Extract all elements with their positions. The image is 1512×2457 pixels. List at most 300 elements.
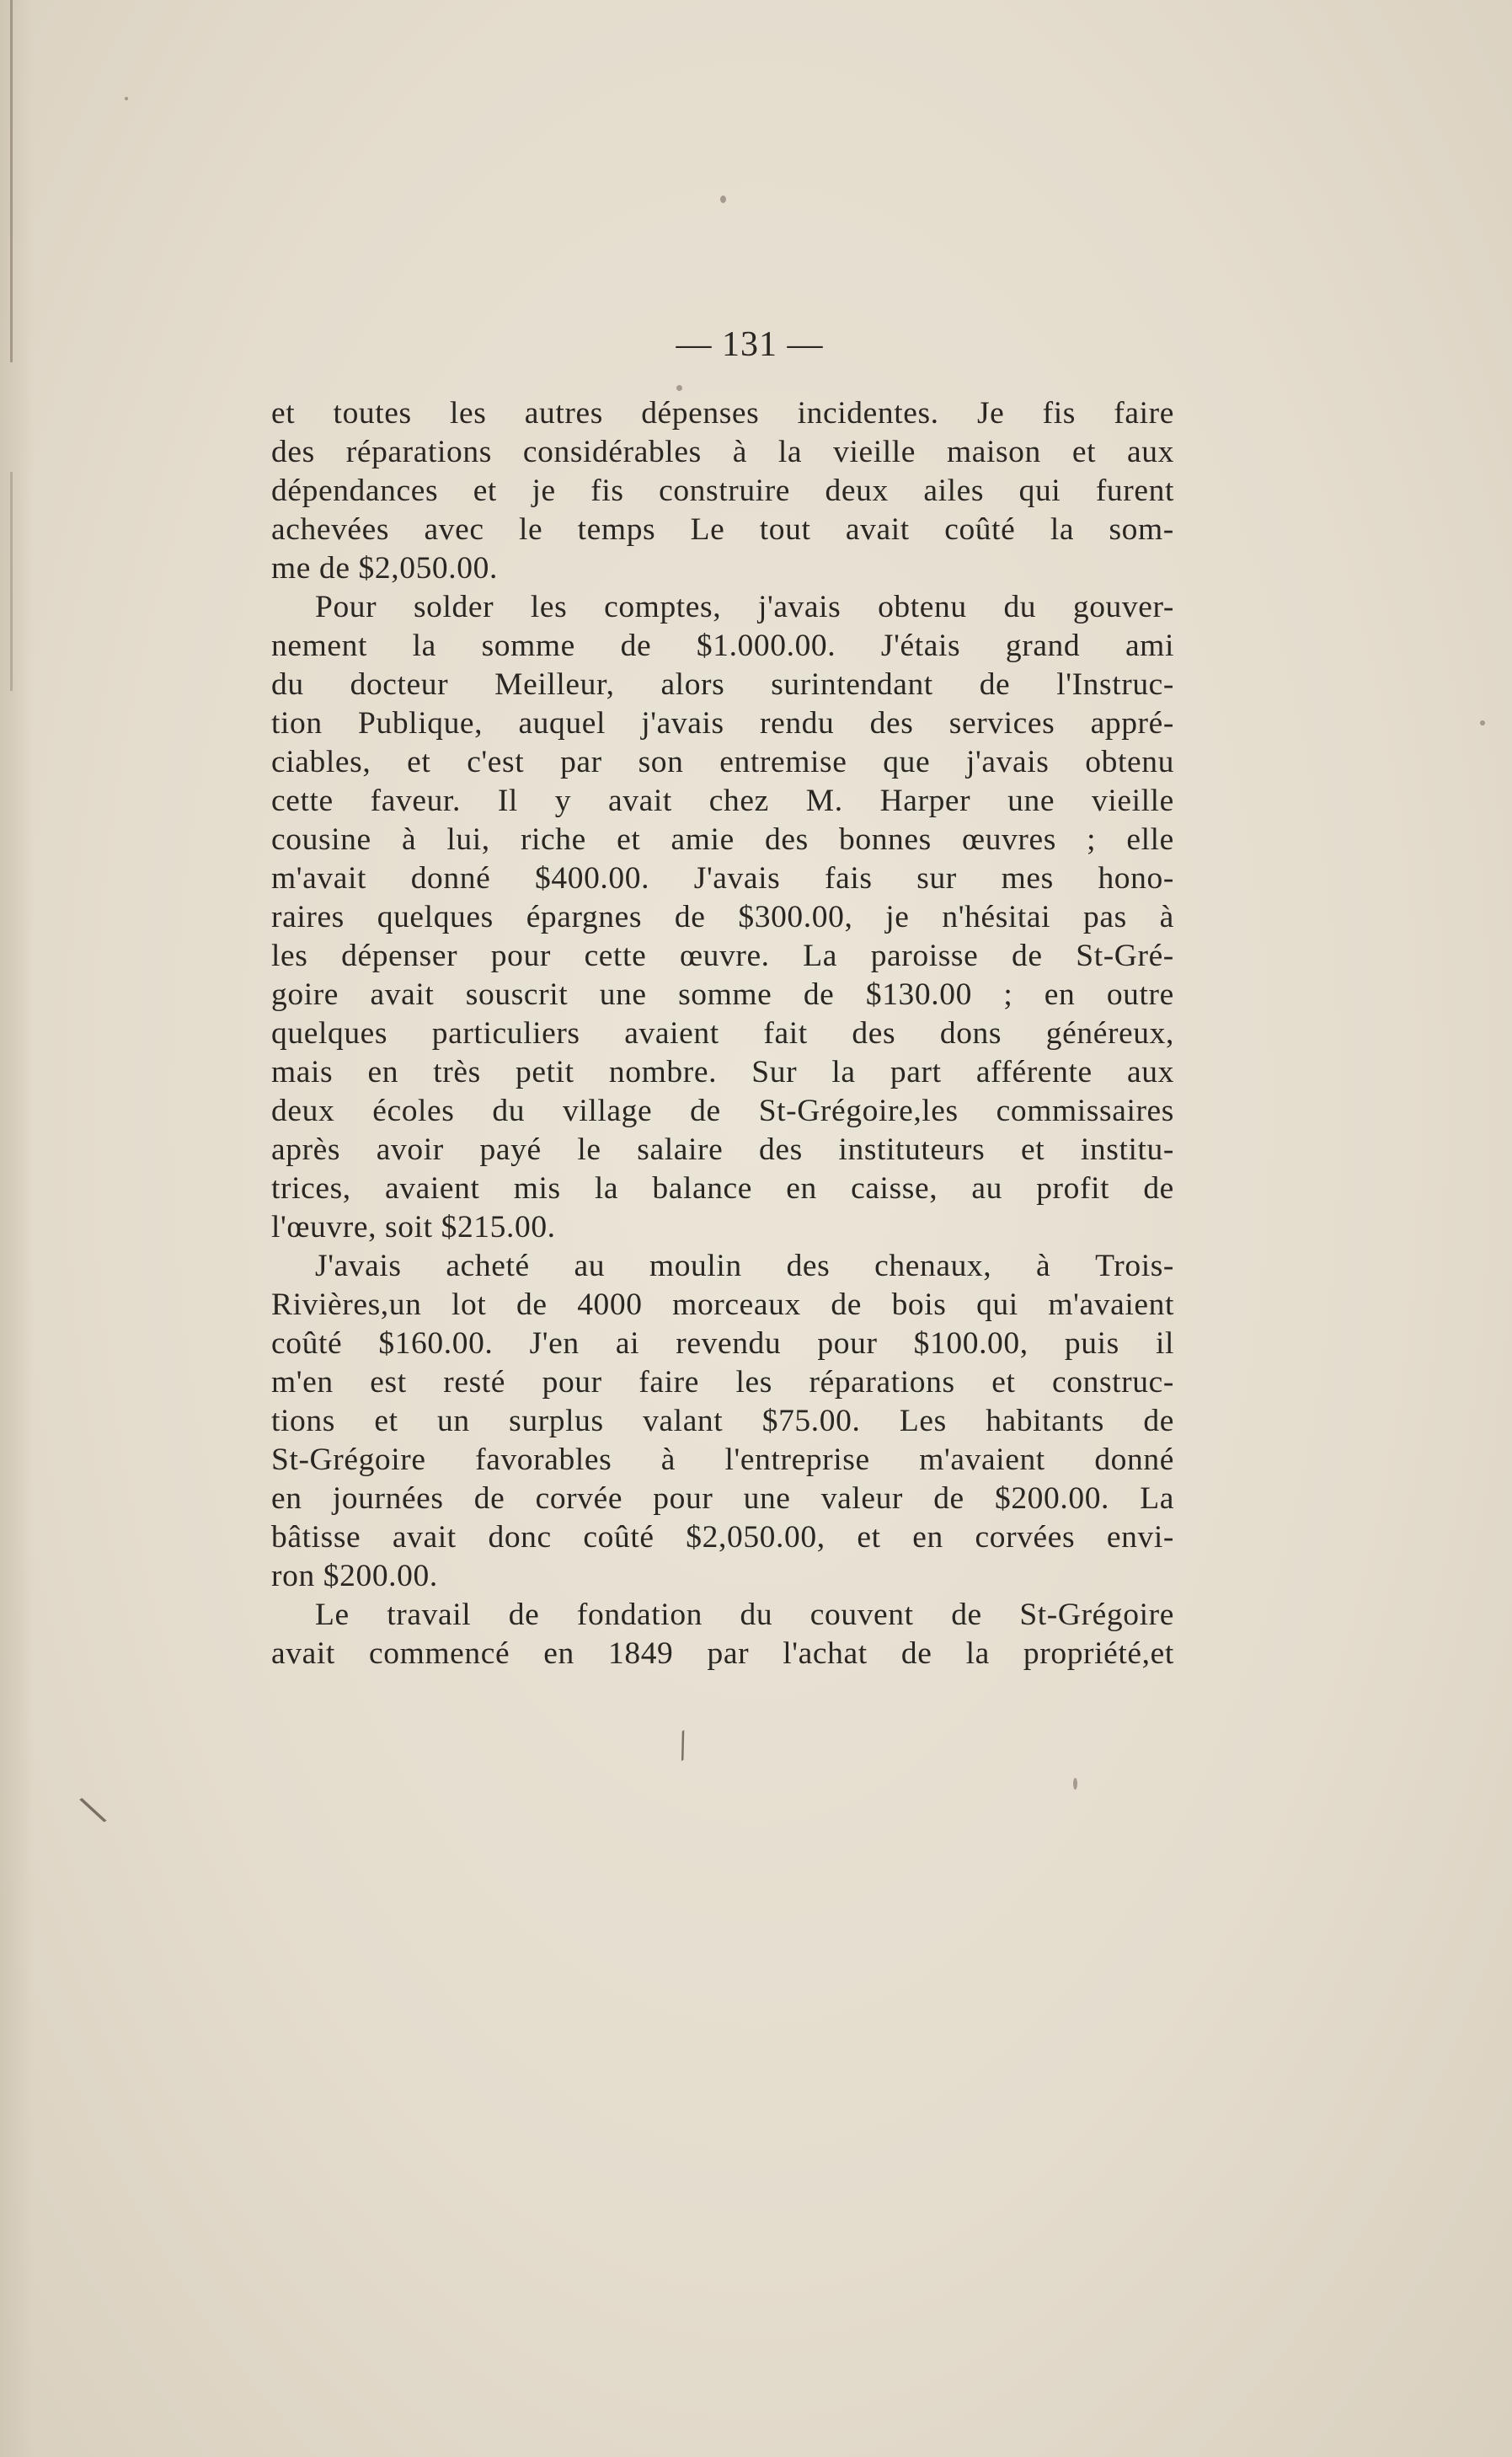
word: deux: [271, 1094, 335, 1128]
word: et: [407, 745, 431, 779]
word: et: [1020, 1132, 1045, 1167]
word: cette: [584, 939, 647, 973]
word: au: [971, 1171, 1002, 1206]
word: moulin: [649, 1249, 742, 1283]
word: favorables: [475, 1443, 612, 1477]
word: auquel: [518, 706, 606, 741]
word: coûté: [944, 512, 1016, 547]
text-line: [271, 588, 1174, 627]
pencil-mark: ⁄: [671, 1728, 696, 1765]
word: envi-: [1106, 1520, 1174, 1555]
word: de: [1143, 1404, 1174, 1438]
word: des: [869, 706, 914, 741]
word: Le: [690, 512, 725, 547]
word: il: [1155, 1326, 1174, 1361]
word: obtenu: [878, 590, 967, 624]
word: Meilleur,: [494, 667, 615, 702]
word: morceaux: [672, 1287, 801, 1322]
word: aux: [1127, 435, 1174, 469]
word: de: [803, 977, 835, 1012]
word: fais: [825, 861, 873, 896]
word: ai: [615, 1326, 640, 1361]
word: rendu: [760, 706, 835, 741]
word: bâtisse: [271, 1520, 361, 1555]
word: souscrit: [465, 977, 569, 1012]
word: paroisse: [870, 939, 979, 973]
text-line: l'œuvre, soit $215.00.: [271, 1210, 556, 1245]
word: de: [979, 667, 1011, 702]
text-line: [271, 1131, 1174, 1170]
word: de: [674, 900, 706, 934]
word: profit: [1036, 1171, 1110, 1206]
word: et: [991, 1365, 1016, 1400]
text-line: [271, 898, 1174, 937]
word: donc: [488, 1520, 552, 1555]
text-line: [271, 976, 1174, 1014]
word: avait: [845, 512, 910, 547]
word: j'avais: [757, 590, 841, 624]
word: je: [532, 474, 556, 508]
paper-speck: [1073, 1778, 1077, 1790]
word: quelques: [377, 900, 494, 934]
word: en: [786, 1171, 817, 1206]
word: cousine: [271, 822, 371, 857]
word: la: [412, 629, 436, 663]
word: deux: [825, 474, 889, 508]
word: tions: [271, 1404, 335, 1438]
word: Les: [899, 1404, 947, 1438]
text-line: [271, 859, 1174, 898]
word: valeur: [820, 1481, 904, 1516]
word: le: [519, 512, 543, 547]
word: puis: [1064, 1326, 1119, 1361]
word: Le: [315, 1598, 350, 1632]
word: afférente: [975, 1055, 1093, 1089]
word: de: [516, 1287, 548, 1322]
word: son: [638, 745, 684, 779]
word: donné: [410, 861, 491, 896]
word: les: [530, 590, 568, 624]
word: construire: [659, 474, 791, 508]
word: $400.00.: [535, 861, 650, 896]
text-line: [271, 1053, 1174, 1092]
page-number: — 131 —: [676, 325, 824, 364]
word: part: [890, 1055, 942, 1089]
text-line: [271, 472, 1174, 511]
word: avait: [271, 1636, 335, 1671]
page-edge-shadow: [0, 0, 34, 2457]
word: alors: [660, 667, 725, 702]
word: écoles: [372, 1094, 455, 1128]
word: donné: [1094, 1443, 1174, 1477]
word: journées: [332, 1481, 444, 1516]
word: valant: [643, 1404, 724, 1438]
word: sur: [916, 861, 957, 896]
word: corvées: [975, 1520, 1076, 1555]
word: à: [401, 822, 417, 857]
word: incidentes.: [797, 396, 939, 431]
word: pour: [817, 1326, 878, 1361]
word: pour: [542, 1365, 602, 1400]
word: fondation: [576, 1598, 703, 1632]
word: elle: [1126, 822, 1174, 857]
word: corvée: [535, 1481, 623, 1516]
word: des: [759, 1132, 803, 1167]
word: quelques: [271, 1016, 388, 1051]
word: balance: [652, 1171, 753, 1206]
word: comptes,: [604, 590, 722, 624]
word: la: [777, 435, 803, 469]
word: une: [743, 1481, 791, 1516]
word: mes: [1001, 861, 1054, 896]
word: Pour: [315, 590, 377, 624]
text-line: me de $2,050.00.: [271, 551, 498, 586]
word: de: [473, 1481, 505, 1516]
word: de: [951, 1598, 982, 1632]
word: somme: [481, 629, 575, 663]
word: la: [1050, 512, 1075, 547]
word: lui,: [446, 822, 490, 857]
word: $160.00.: [378, 1326, 494, 1361]
word: aux: [1126, 1055, 1174, 1089]
word: temps: [577, 512, 656, 547]
word: par: [560, 745, 602, 779]
word: dépenses: [641, 396, 760, 431]
word: l'entreprise: [724, 1443, 870, 1477]
word: l'achat: [783, 1636, 868, 1671]
word: y: [554, 784, 572, 818]
word: $200.00.: [994, 1481, 1110, 1516]
word: bonnes: [839, 822, 932, 857]
word: commissaires: [996, 1094, 1174, 1128]
word: salaire: [637, 1132, 724, 1167]
word: fait: [763, 1016, 808, 1051]
word: réparations: [345, 435, 492, 469]
word: de: [620, 629, 652, 663]
word: les: [735, 1365, 772, 1400]
word: du: [740, 1598, 773, 1632]
word: avaient: [385, 1171, 480, 1206]
word: tout: [759, 512, 811, 547]
word: surintendant: [771, 667, 933, 702]
word: revendu: [676, 1326, 782, 1361]
text-line: [271, 1014, 1174, 1053]
word: coûté: [271, 1326, 343, 1361]
word: St-Grégoire: [271, 1443, 426, 1477]
word: de: [690, 1094, 721, 1128]
word: la: [831, 1055, 856, 1089]
text-line: [271, 1092, 1174, 1131]
text-line: [271, 1441, 1174, 1480]
word: ;: [1003, 977, 1013, 1012]
word: ami: [1125, 629, 1174, 663]
word: nombre.: [608, 1055, 718, 1089]
word: qui: [1018, 474, 1061, 508]
word: petit: [516, 1055, 574, 1089]
text-line: [271, 1247, 1174, 1286]
word: Il: [497, 784, 518, 818]
text-line: [271, 821, 1174, 859]
word: grand: [1005, 629, 1081, 663]
text-line: [271, 511, 1174, 549]
word: m'avait: [271, 861, 367, 896]
word: à: [660, 1443, 676, 1477]
word: Rivières,un: [271, 1287, 422, 1322]
word: des: [786, 1249, 831, 1283]
text-line: ron $200.00.: [271, 1559, 438, 1593]
word: à: [1036, 1249, 1051, 1283]
word: resté: [443, 1365, 506, 1400]
pencil-mark: \: [75, 1785, 110, 1833]
word: ailes: [923, 474, 985, 508]
word: outre: [1106, 977, 1174, 1012]
word: j'avais: [641, 706, 724, 741]
word: de: [831, 1287, 862, 1322]
word: et: [271, 396, 296, 431]
word: est: [370, 1365, 407, 1400]
word: commencé: [368, 1636, 510, 1671]
word: la: [594, 1171, 619, 1206]
word: généreux,: [1045, 1016, 1174, 1051]
word: $75.00.: [761, 1404, 861, 1438]
text-line: [271, 394, 1174, 433]
word: des: [765, 822, 809, 857]
word: de: [1143, 1171, 1174, 1206]
word: St-Gré-: [1076, 939, 1174, 973]
binding-edge-line: [10, 0, 13, 362]
word: mais: [271, 1055, 334, 1089]
word: et: [1071, 435, 1097, 469]
text-line: [271, 1325, 1174, 1363]
word: de: [933, 1481, 964, 1516]
word: $300.00,: [738, 900, 853, 934]
word: avait: [608, 784, 672, 818]
word: 1849: [608, 1636, 674, 1671]
word: épargnes: [526, 900, 643, 934]
word: Trois-: [1095, 1249, 1174, 1283]
word: que: [883, 745, 931, 779]
text-line: [271, 1596, 1174, 1635]
word: de: [900, 1636, 932, 1671]
word: autres: [524, 396, 603, 431]
word: avaient: [624, 1016, 719, 1051]
word: considérables: [522, 435, 702, 469]
word: vieille: [1091, 784, 1174, 818]
word: obtenu: [1085, 745, 1174, 779]
word: n'hésitai: [942, 900, 1051, 934]
word: des: [852, 1016, 896, 1051]
word: tion: [271, 706, 323, 741]
word: riche: [520, 822, 586, 857]
word: une: [599, 977, 647, 1012]
word: faveur.: [370, 784, 461, 818]
text-line: [271, 627, 1174, 666]
word: mis: [513, 1171, 561, 1206]
word: docteur: [350, 667, 449, 702]
word: le: [577, 1132, 601, 1167]
word: m'avaient: [919, 1443, 1045, 1477]
word: travail: [387, 1598, 472, 1632]
paper-speck: [676, 385, 682, 391]
word: J'avais: [693, 861, 781, 896]
word: œuvres: [962, 822, 1056, 857]
word: réparations: [809, 1365, 955, 1400]
word: avoir: [376, 1132, 444, 1167]
word: m'avaient: [1048, 1287, 1174, 1322]
word: avait: [370, 977, 435, 1012]
word: en: [912, 1520, 943, 1555]
word: par: [707, 1636, 750, 1671]
word: services: [948, 706, 1055, 741]
word: La: [803, 939, 838, 973]
word: l'Instruc-: [1056, 667, 1174, 702]
word: avec: [424, 512, 484, 547]
word: j'avais: [966, 745, 1050, 779]
word: œuvre.: [679, 939, 770, 973]
word: solder: [413, 590, 494, 624]
word: du: [1003, 590, 1037, 624]
word: entremise: [719, 745, 847, 779]
paper-speck: [125, 97, 128, 100]
word: M.: [805, 784, 843, 818]
word: Publique,: [358, 706, 484, 741]
text-line: [271, 1170, 1174, 1208]
word: je: [885, 900, 910, 934]
word: $1.000.00.: [696, 629, 836, 663]
word: couvent: [809, 1598, 914, 1632]
word: avait: [392, 1520, 457, 1555]
paper-speck: [1480, 720, 1485, 725]
word: hono-: [1098, 861, 1174, 896]
word: cette: [271, 784, 334, 818]
text-line: [271, 704, 1174, 743]
paper-speck: [720, 195, 726, 203]
word: St-Grégoire,les: [758, 1094, 959, 1128]
word: furent: [1095, 474, 1174, 508]
word: som-: [1109, 512, 1174, 547]
word: Harper: [879, 784, 971, 818]
word: propriété,et: [1023, 1636, 1174, 1671]
word: somme: [678, 977, 772, 1012]
word: c'est: [467, 745, 525, 779]
word: dépendances: [271, 474, 439, 508]
word: très: [433, 1055, 481, 1089]
word: faire: [638, 1365, 699, 1400]
word: des: [271, 435, 315, 469]
text-line: [271, 1363, 1174, 1402]
text-line: [271, 1480, 1174, 1518]
word: J'étais: [880, 629, 961, 663]
word: lot: [451, 1287, 487, 1322]
word: toutes: [333, 396, 412, 431]
word: faire: [1114, 396, 1174, 431]
word: gouver-: [1072, 590, 1174, 624]
word: à: [732, 435, 747, 469]
word: caisse,: [851, 1171, 938, 1206]
word: et: [857, 1520, 881, 1555]
word: raires: [271, 900, 345, 934]
word: dons: [939, 1016, 1002, 1051]
word: $100.00,: [913, 1326, 1028, 1361]
word: pas: [1083, 900, 1127, 934]
word: goire: [271, 977, 339, 1012]
word: pour: [653, 1481, 713, 1516]
word: qui: [976, 1287, 1018, 1322]
word: achevées: [271, 512, 390, 547]
text-line: [271, 433, 1174, 472]
word: particuliers: [431, 1016, 580, 1051]
word: construc-: [1052, 1365, 1174, 1400]
word: Je: [976, 396, 1005, 431]
word: ciables,: [271, 745, 371, 779]
word: en: [367, 1055, 399, 1089]
binding-edge-line: [10, 472, 13, 691]
text-line: [271, 743, 1174, 782]
word: de: [508, 1598, 540, 1632]
word: dépenser: [341, 939, 458, 973]
word: pour: [490, 939, 551, 973]
word: 4000: [577, 1287, 643, 1322]
word: la: [965, 1636, 990, 1671]
word: m'en: [271, 1365, 334, 1400]
text-line: [271, 1286, 1174, 1325]
word: et: [374, 1404, 398, 1438]
word: ;: [1087, 822, 1097, 857]
word: J'avais: [315, 1249, 402, 1283]
text-line: [271, 1402, 1174, 1441]
word: chenaux,: [874, 1249, 992, 1283]
word: instituteurs: [838, 1132, 986, 1167]
word: amie: [671, 822, 735, 857]
body-text: [271, 394, 1174, 1673]
word: une: [1007, 784, 1055, 818]
word: les: [450, 396, 487, 431]
word: bois: [891, 1287, 947, 1322]
word: et: [473, 474, 497, 508]
word: du: [271, 667, 304, 702]
word: $2,050.00,: [686, 1520, 825, 1555]
word: payé: [479, 1132, 542, 1167]
word: appré-: [1090, 706, 1174, 741]
word: Sur: [751, 1055, 798, 1089]
word: en: [1044, 977, 1076, 1012]
word: en: [271, 1481, 302, 1516]
word: maison: [946, 435, 1041, 469]
word: La: [1140, 1481, 1174, 1516]
word: habitants: [986, 1404, 1104, 1438]
word: de: [1012, 939, 1043, 973]
text-line: [271, 937, 1174, 976]
word: chez: [708, 784, 769, 818]
word: acheté: [446, 1249, 530, 1283]
word: J'en: [529, 1326, 580, 1361]
word: coûté: [583, 1520, 654, 1555]
word: fis: [1042, 396, 1076, 431]
word: nement: [271, 629, 367, 663]
word: vieille: [833, 435, 916, 469]
word: institu-: [1080, 1132, 1174, 1167]
text-line: [271, 1635, 1174, 1673]
word: $130.00: [865, 977, 972, 1012]
word: un: [437, 1404, 470, 1438]
word: au: [574, 1249, 606, 1283]
text-line: [271, 1518, 1174, 1557]
word: fis: [590, 474, 624, 508]
word: village: [563, 1094, 653, 1128]
word: du: [492, 1094, 526, 1128]
word: St-Grégoire: [1019, 1598, 1174, 1632]
text-line: [271, 666, 1174, 704]
